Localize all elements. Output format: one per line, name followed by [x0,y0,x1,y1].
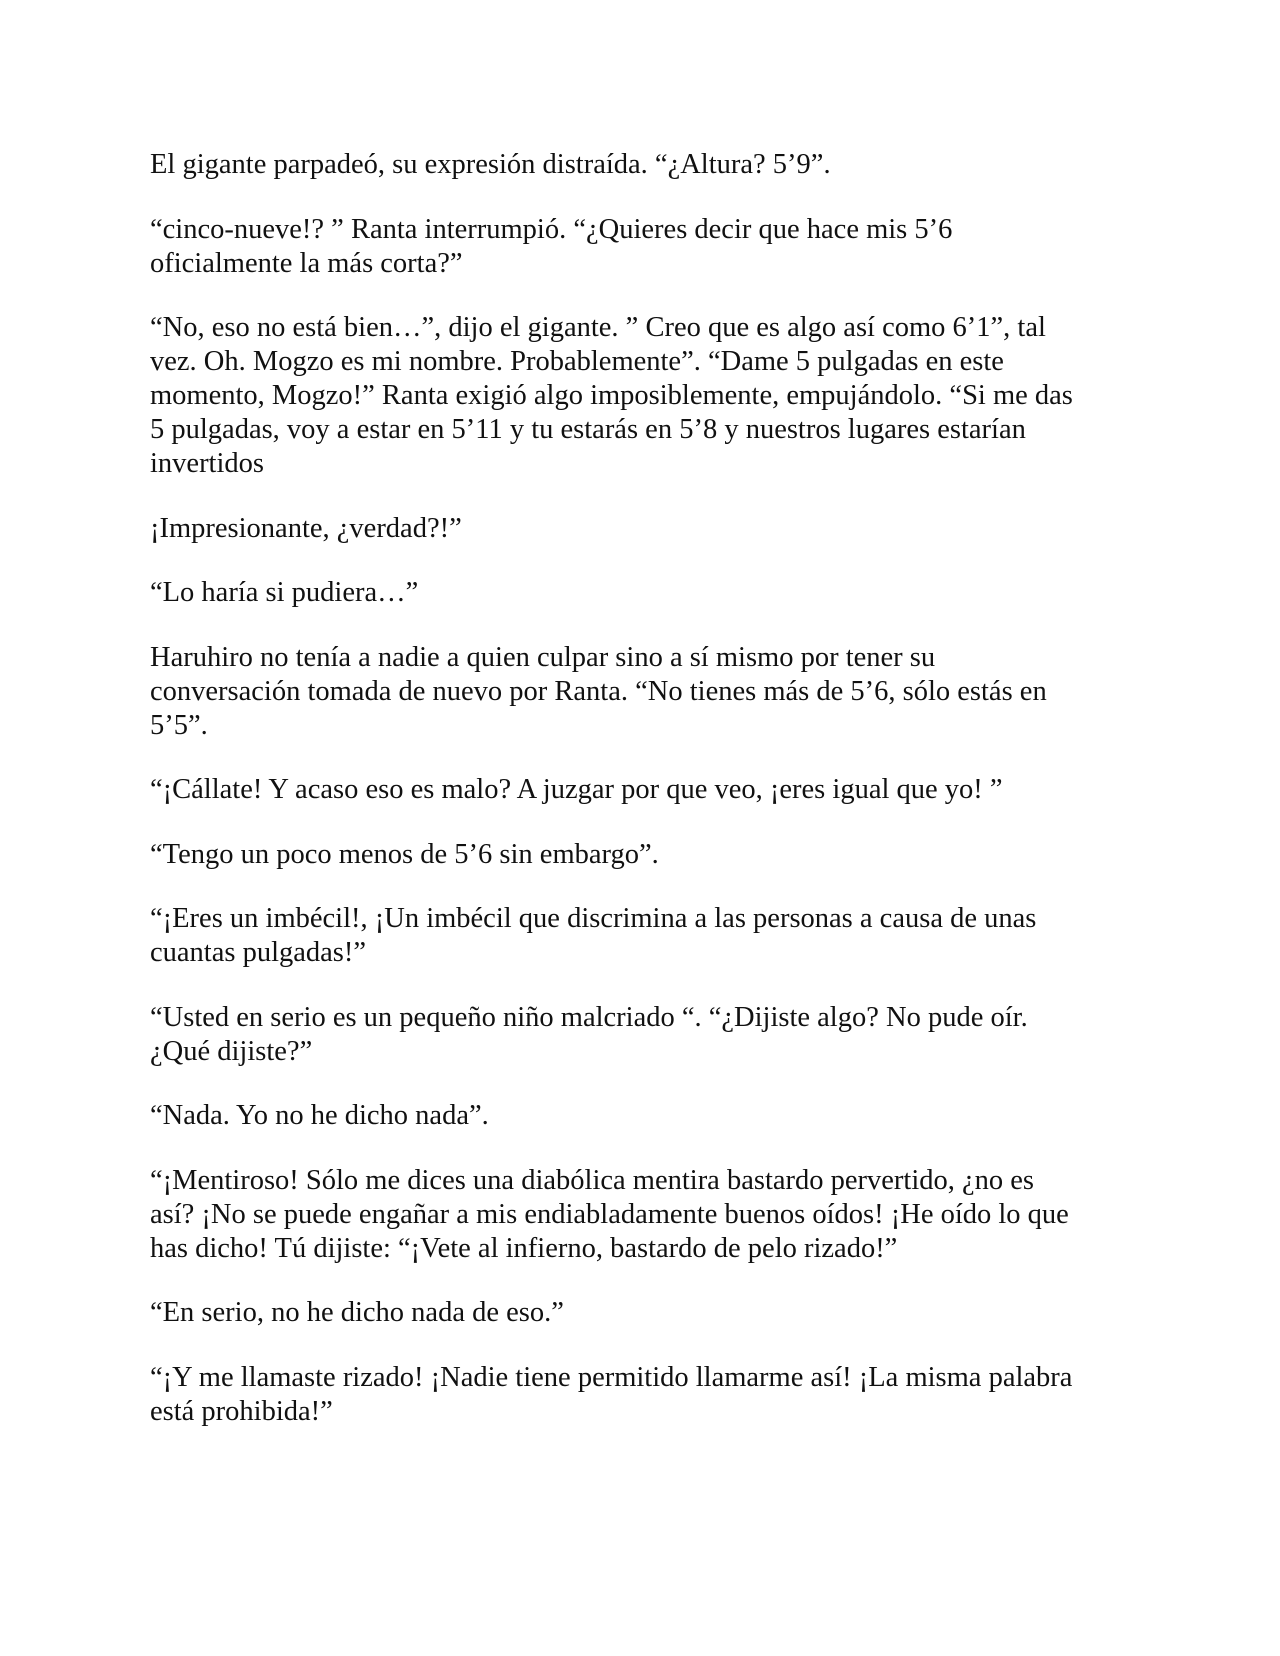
paragraph [150,1296,1130,1330]
text-line: “En serio, no he dicho nada de eso.” [150,1297,564,1328]
text-line: El gigante parpadeó, su expresión distraída. “¿Altura? 5’9”. [150,149,831,180]
text-line: “Usted en serio es un pequeño niño malcriado “. “¿Dijiste algo? No pude oír. [150,1001,1028,1033]
paragraph [150,1164,1130,1266]
text-line: momento, Mogzo!” Ranta exigió algo imposiblemente, empujándolo. “Si me das [150,380,1073,411]
paragraph [150,213,1130,281]
text-line: “¡Y me llamaste rizado! ¡Nadie tiene permitido llamarme así! ¡La misma palabra [150,1361,1073,1393]
text-line: “Tengo un poco menos de 5’6 sin embargo”. [150,838,659,870]
text-line: Haruhiro no tenía a nadie a quien culpar sino a sí mismo por tener su [150,641,936,673]
text-line: 5 pulgadas, voy a estar en 5’11 y tu estarás en 5’8 y nuestros lugares estarían [150,414,1026,445]
text-line: ¿Qué dijiste?” [150,1035,313,1067]
paragraph [150,576,1130,610]
paragraph [150,1001,1130,1069]
text-line: así? ¡No se puede engañar a mis endiabladamente buenos oídos! ¡He oído lo que [150,1198,1069,1230]
text-line: 5’5”. [150,709,208,741]
text-line: conversación tomada de nuevo por Ranta. “No tienes más de 5’6, sólo estás en [150,675,1047,707]
text-line: “Lo haría si pudiera…” [150,577,419,608]
paragraph [150,512,1130,546]
text-line: vez. Oh. Mogzo es mi nombre. Probablemente”. “Dame 5 pulgadas en este [150,346,1004,377]
text-line: “No, eso no está bien…”, dijo el gigante. ” Creo que es algo así como 6’1”, tal [150,312,1046,343]
paragraph [150,1361,1130,1429]
paragraph [150,1099,1130,1133]
text-line: invertidos [150,448,264,479]
text-line: “cinco-nueve!? ” Ranta interrumpió. “¿Quieres decir que hace mis 5’6 [150,213,953,245]
paragraph [150,641,1130,743]
text-line: “¡Mentiroso! Sólo me dices una diabólica mentira bastardo pervertido, ¿no es [150,1164,1035,1196]
paragraph [150,902,1130,970]
paragraph [150,773,1130,807]
text-line: cuantas pulgadas!” [150,937,367,968]
text-line: ¡Impresionante, ¿verdad?!” [150,512,462,544]
document-body [150,148,1130,1459]
text-line: has dicho! Tú dijiste: “¡Vete al infierno, bastardo de pelo rizado!” [150,1232,898,1264]
text-line: “Nada. Yo no he dicho nada”. [150,1100,489,1131]
text-line: oficialmente la más corta?” [150,247,463,279]
text-line: está prohibida!” [150,1395,333,1427]
paragraph [150,311,1130,481]
text-line: “¡Eres un imbécil!, ¡Un imbécil que discrimina a las personas a causa de unas [150,903,1037,934]
paragraph [150,838,1130,872]
text-line: “¡Cállate! Y acaso eso es malo? A juzgar por que veo, ¡eres igual que yo! ” [150,774,1003,805]
paragraph [150,148,1130,182]
